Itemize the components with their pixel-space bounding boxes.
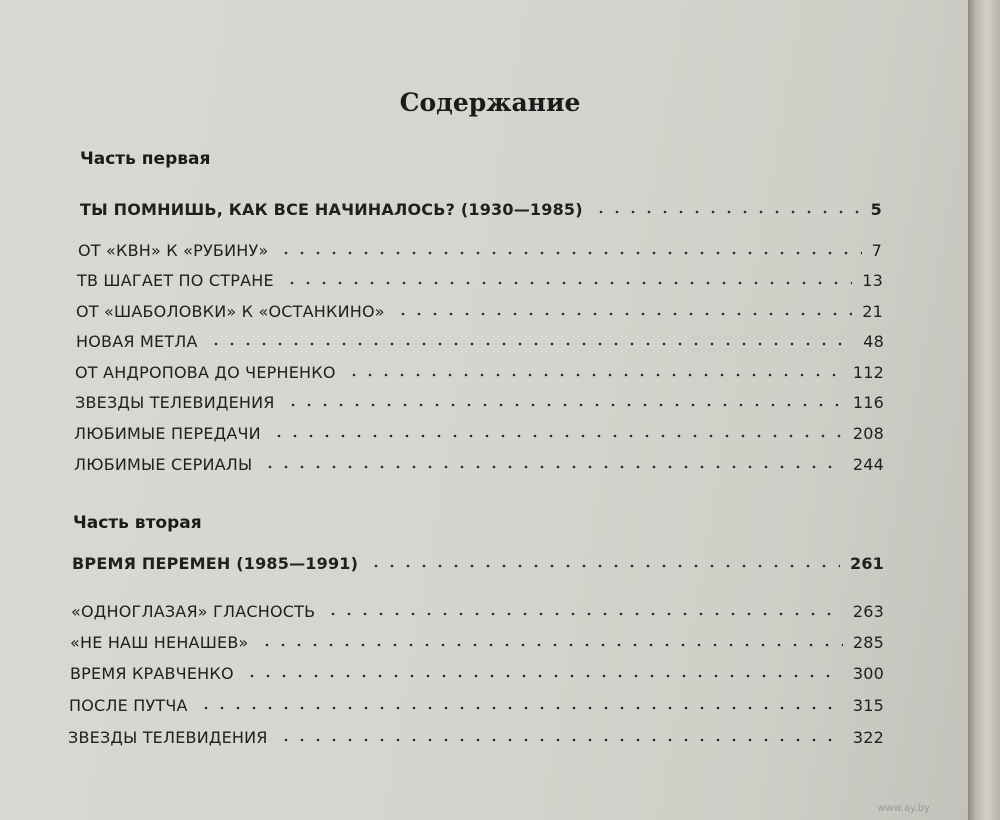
toc-page-number: 285 <box>852 633 884 652</box>
toc-page-number: 315 <box>852 696 884 715</box>
toc-entry <box>70 626 884 652</box>
part-two-label: Часть вторая <box>73 513 202 533</box>
dot-leader <box>284 281 852 285</box>
toc-entry <box>76 295 883 321</box>
toc-page-number: 5 <box>870 200 882 219</box>
toc-entry <box>74 417 884 443</box>
book-spine-edge <box>968 0 1000 820</box>
toc-entry-title: «ОДНОГЛАЗАЯ» ГЛАСНОСТЬ <box>71 602 316 621</box>
dot-leader <box>325 612 843 616</box>
toc-entry-title: ЛЮБИМЫЕ ПЕРЕДАЧИ <box>74 424 261 443</box>
dot-leader <box>271 434 843 438</box>
toc-section-title: ВРЕМЯ ПЕРЕМЕН (1985—1991) <box>72 554 359 573</box>
toc-entry-title: ОТ «КВН» К «РУБИНУ» <box>78 241 269 260</box>
toc-page-number: 112 <box>852 363 884 382</box>
dot-leader <box>593 210 861 214</box>
toc-page-number: 13 <box>862 271 883 290</box>
toc-page-number: 322 <box>852 728 884 747</box>
toc-entry-title: ОТ АНДРОПОВА ДО ЧЕРНЕНКО <box>75 363 336 382</box>
toc-entry <box>68 721 884 747</box>
toc-entry-title: ТВ ШАГАЕТ ПО СТРАНЕ <box>77 271 274 290</box>
toc-entry <box>71 595 884 621</box>
toc-entry-title: ЛЮБИМЫЕ СЕРИАЛЫ <box>74 455 253 474</box>
dot-leader <box>278 738 843 742</box>
toc-entry-title: ЗВЕЗДЫ ТЕЛЕВИДЕНИЯ <box>68 728 268 747</box>
toc-entry <box>75 386 884 412</box>
toc-page-number: 116 <box>852 393 884 412</box>
toc-section-row <box>80 193 882 219</box>
page-title: Содержание <box>399 88 581 117</box>
toc-page-number: 7 <box>871 241 882 260</box>
toc-entry-title: ОТ «ШАБОЛОВКИ» К «ОСТАНКИНО» <box>76 302 385 321</box>
dot-leader <box>208 342 854 346</box>
dot-leader <box>368 564 840 568</box>
toc-entry <box>78 234 882 260</box>
toc-entry <box>69 689 884 715</box>
toc-page-number: 208 <box>852 424 884 443</box>
dot-leader <box>395 312 852 316</box>
toc-page-number: 263 <box>852 602 884 621</box>
toc-entry <box>75 356 884 382</box>
toc-page-number: 48 <box>863 332 884 351</box>
toc-section-title: ТЫ ПОМНИШЬ, КАК ВСЕ НАЧИНАЛОСЬ? (1930—1985) <box>80 200 583 219</box>
dot-leader <box>285 403 843 407</box>
toc-page-number: 261 <box>850 554 884 573</box>
toc-entry-title: ВРЕМЯ КРАВЧЕНКО <box>70 664 234 683</box>
toc-section-row <box>72 547 884 573</box>
dot-leader <box>198 706 843 710</box>
toc-entry <box>74 448 884 474</box>
watermark: www.ay.by <box>877 803 930 814</box>
toc-entry <box>77 264 883 290</box>
toc-entry-title: ПОСЛЕ ПУТЧА <box>69 696 188 715</box>
toc-entry-title: ЗВЕЗДЫ ТЕЛЕВИДЕНИЯ <box>75 393 275 412</box>
part-one-label: Часть первая <box>80 149 211 169</box>
toc-entry-title: НОВАЯ МЕТЛА <box>76 332 198 351</box>
dot-leader <box>278 251 861 255</box>
toc-entry <box>70 657 884 683</box>
dot-leader <box>244 674 843 678</box>
dot-leader <box>262 465 843 469</box>
dot-leader <box>346 373 843 377</box>
toc-page-number: 300 <box>852 664 884 683</box>
toc-entry <box>76 325 884 351</box>
toc-entry-title: «НЕ НАШ НЕНАШЕВ» <box>70 633 249 652</box>
toc-page-number: 244 <box>852 455 884 474</box>
toc-page-number: 21 <box>862 302 883 321</box>
dot-leader <box>259 643 843 647</box>
